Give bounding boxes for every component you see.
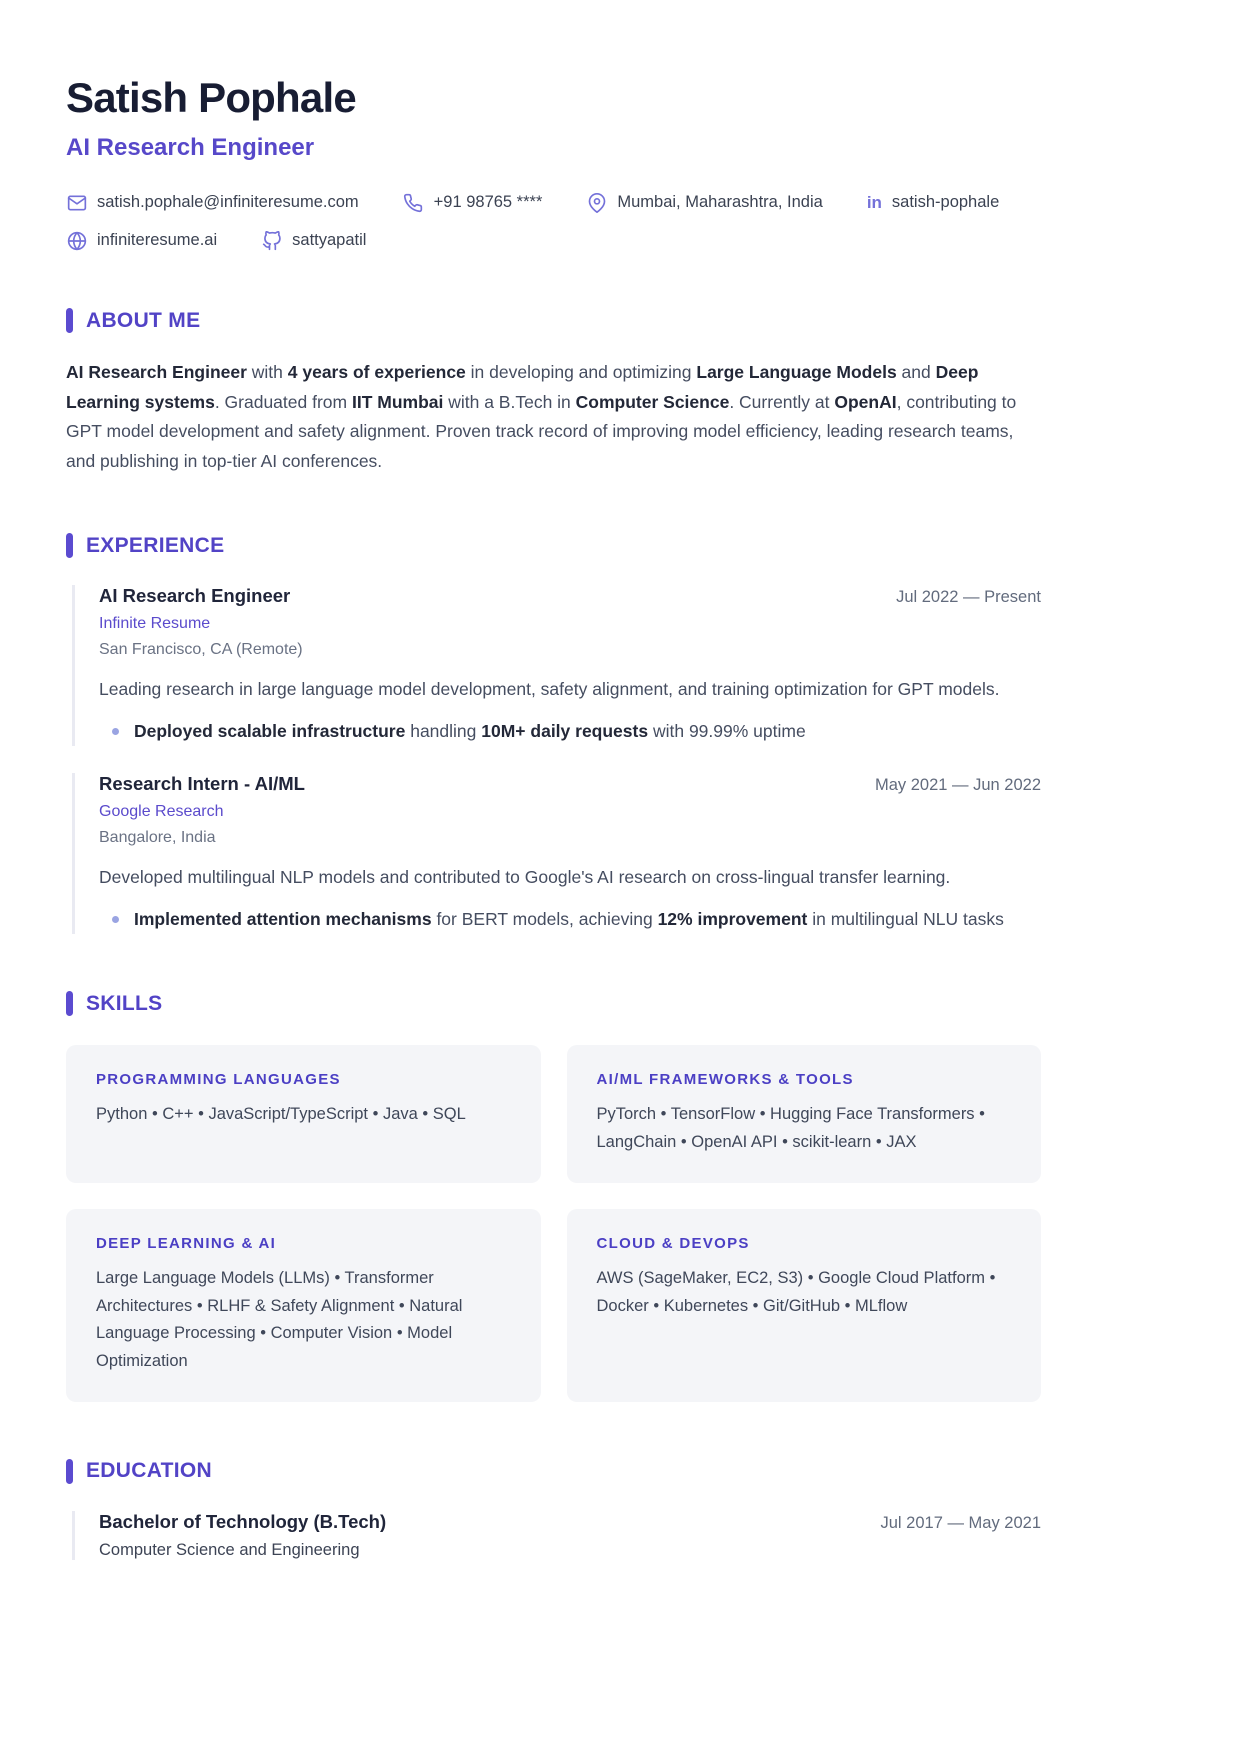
about-heading-text: ABOUT ME (86, 308, 201, 332)
phone-icon (403, 192, 424, 213)
education-entry (72, 1511, 1041, 1560)
experience-bullet (99, 717, 1041, 746)
experience-location: San Francisco, CA (Remote) (99, 641, 303, 659)
contact-github[interactable] (261, 230, 366, 251)
skill-card-items: Large Language Models (LLMs) • Transformer Architectures • RLHF & Safety Alignment • Natural Language Processing • Computer Vision • Model Optimization (96, 1268, 463, 1371)
contact-phone-text: +91 98765 **** (433, 193, 543, 211)
contact-website-text: infiniteresume.ai (97, 231, 218, 249)
education-entry-head (99, 1511, 1041, 1533)
contact-list (66, 192, 1041, 251)
experience-heading (66, 533, 1041, 558)
experience-company-link[interactable]: Infinite Resume (99, 615, 211, 633)
experience-company-link[interactable]: Google Research (99, 803, 224, 821)
experience-bullet-text: Deployed scalable infrastructure handling 10M+ daily requests with 99.99% uptime (134, 721, 806, 742)
experience-bullet-text: Implemented attention mechanisms for BERT models, achieving 12% improvement in multilingual NLU tasks (134, 909, 1004, 930)
experience-heading-text: EXPERIENCE (86, 533, 225, 557)
skills-heading-text: SKILLS (86, 991, 163, 1015)
bullet-dot-icon (112, 728, 119, 735)
globe-icon (66, 230, 87, 251)
contact-linkedin[interactable] (867, 192, 999, 213)
contact-linkedin-text: satish-pophale (891, 193, 1000, 211)
person-job-title: AI Research Engineer (66, 134, 315, 161)
experience-entry (72, 773, 1041, 934)
education-heading-text: EDUCATION (86, 1459, 212, 1483)
contact-github-text: sattyapatil (292, 231, 367, 249)
education-heading (66, 1459, 1041, 1484)
skill-card-title: CLOUD & DEVOPS (596, 1234, 750, 1252)
linkedin-icon (867, 194, 882, 211)
contact-email-text: satish.pophale@infiniteresume.com (97, 193, 359, 211)
skill-card-aiml-frameworks (567, 1045, 1042, 1182)
education-field-of-study: Computer Science and Engineering (99, 1540, 360, 1559)
skills-grid (66, 1045, 1041, 1401)
about-paragraph: AI Research Engineer with 4 years of experience in developing and optimizing Large Language Models and Deep Learning systems. Graduated from IIT Mumbai with a B.Tech in Computer Science. Currently at OpenAI, contributing to GPT model development and safety alignment. Proven track record of improving model efficiency, leading research teams, and publishing in top-tier AI conferences. (66, 362, 1017, 471)
section-accent-bar (66, 991, 73, 1016)
section-accent-bar (66, 1459, 73, 1484)
section-about (66, 308, 1041, 476)
contact-phone[interactable] (403, 192, 543, 213)
mail-icon (66, 192, 87, 213)
about-heading (66, 308, 1041, 333)
skills-heading (66, 991, 1041, 1016)
education-date-range: Jul 2017 — May 2021 (880, 1513, 1041, 1532)
experience-entry (72, 585, 1041, 746)
experience-bullet (99, 905, 1041, 934)
skill-card-cloud-devops (567, 1209, 1042, 1402)
section-skills (66, 991, 1041, 1401)
education-degree-title: Bachelor of Technology (B.Tech) (99, 1510, 387, 1532)
skill-card-title: AI/ML FRAMEWORKS & TOOLS (596, 1071, 854, 1089)
contact-location-text: Mumbai, Maharashtra, India (617, 193, 823, 211)
skill-card-items: AWS (SageMaker, EC2, S3) • Google Cloud Platform • Docker • Kubernetes • Git/GitHub • MLflow (596, 1268, 996, 1315)
bullet-dot-icon (112, 916, 119, 923)
experience-entry-head (99, 585, 1041, 607)
contact-location[interactable] (586, 192, 822, 213)
skill-card-title: DEEP LEARNING & AI (96, 1234, 277, 1252)
skill-card-programming-languages (66, 1045, 541, 1182)
github-icon (261, 230, 282, 251)
resume-content (66, 0, 1041, 1560)
experience-entry-head (99, 773, 1041, 795)
section-accent-bar (66, 533, 73, 558)
resume-header (66, 74, 1041, 251)
location-icon (586, 192, 607, 213)
skill-card-deep-learning (66, 1209, 541, 1402)
person-name: Satish Pophale (66, 74, 356, 121)
skill-card-title: PROGRAMMING LANGUAGES (96, 1071, 341, 1089)
section-education (66, 1459, 1041, 1560)
experience-description: Leading research in large language model development, safety alignment, and training optimization for GPT models. (99, 679, 1000, 700)
experience-description: Developed multilingual NLP models and contributed to Google's AI research on cross-lingual transfer learning. (99, 867, 951, 888)
experience-date-range: Jul 2022 — Present (896, 588, 1041, 607)
experience-job-title: Research Intern - AI/ML (99, 773, 305, 795)
contact-website[interactable] (66, 230, 217, 251)
section-accent-bar (66, 308, 73, 333)
experience-job-title: AI Research Engineer (99, 585, 291, 607)
section-experience (66, 533, 1041, 934)
skill-card-items: PyTorch • TensorFlow • Hugging Face Transformers • LangChain • OpenAI API • scikit-learn • JAX (596, 1105, 985, 1152)
experience-date-range: May 2021 — Jun 2022 (874, 776, 1041, 795)
contact-email[interactable] (66, 192, 359, 213)
experience-location: Bangalore, India (99, 829, 216, 847)
skill-card-items: Python • C++ • JavaScript/TypeScript • Java • SQL (96, 1105, 466, 1124)
